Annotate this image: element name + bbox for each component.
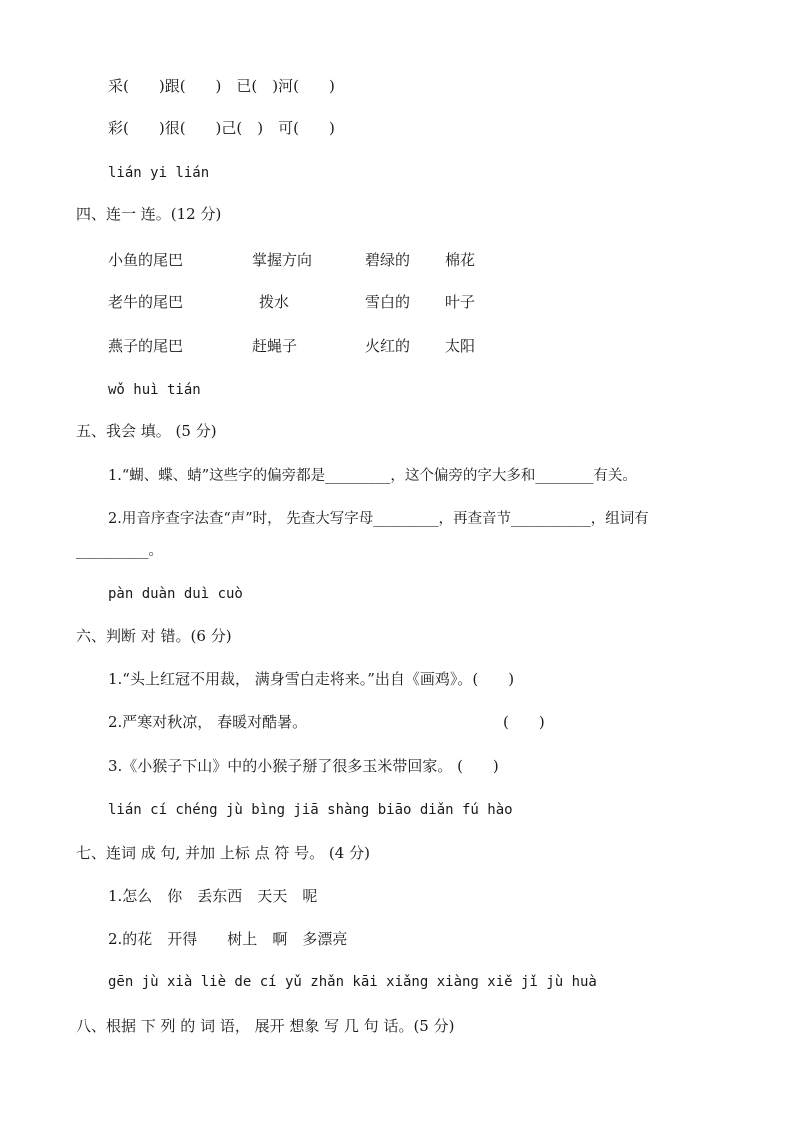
match-color-3: 火红的 [365, 337, 411, 355]
match-use-2: 拨水 [259, 293, 290, 311]
section6-question-2: 2.严寒对秋凉， 春暖对酷暑。 [108, 713, 308, 731]
section8-pinyin: gēn jù xià liè de cí yǔ zhǎn kāi xiǎng xiàng xiě jǐ jù huà [108, 974, 597, 990]
match-use-3: 赶蝇子 [252, 337, 298, 355]
section7-pinyin: lián cí chéng jù bìng jiā shàng biāo diǎn fú hào [108, 802, 513, 818]
match-animal-1: 小鱼的尾巴 [108, 251, 184, 269]
section5-pinyin: wǒ huì tián [108, 382, 201, 398]
section5-question-2: 2.用音序查字法查“声”时， 先查大写字母_________，再查音节___________，组词有 [108, 511, 649, 527]
match-use-1: 掌握方向 [252, 251, 313, 269]
char-row-2: 彩( )很( )己( ) 可( ) [108, 119, 335, 137]
section7-question-2: 2.的花 开得 树上 啊 多漂亮 [108, 930, 348, 948]
match-color-2: 雪白的 [365, 293, 411, 311]
section5-question-1: 1.“蝴、蝶、蜻”这些字的偏旁都是_________，这个偏旁的字大多和________有关。 [108, 468, 637, 484]
section6-question-3: 3.《小猴子下山》中的小猴子掰了很多玉米带回家。 ( ) [108, 757, 499, 775]
match-thing-1: 棉花 [445, 251, 476, 269]
section4-title: 四、连一 连。(12 分) [76, 205, 222, 223]
section8-title: 八、根据 下 列 的 词 语， 展开 想象 写 几 句 话。(5 分) [76, 1017, 455, 1035]
section4-pinyin: lián yi lián [108, 165, 210, 181]
section6-pinyin: pàn duàn duì cuò [108, 586, 243, 602]
match-animal-3: 燕子的尾巴 [108, 337, 184, 355]
match-animal-2: 老牛的尾巴 [108, 293, 184, 311]
char-row-1: 采( )跟( ) 已( )河( ) [108, 77, 335, 95]
section7-question-1: 1.怎么 你 丢东西 天天 呢 [108, 887, 318, 905]
section6-title: 六、判断 对 错。(6 分) [76, 627, 232, 645]
section5-question-2-cont: __________。 [76, 543, 163, 559]
section6-question-1: 1.“头上红冠不用裁， 满身雪白走将来。”出自《画鸡》。( ) [108, 670, 515, 688]
section5-title: 五、我会 填。 (5 分) [76, 422, 217, 440]
match-thing-3: 太阳 [445, 337, 476, 355]
match-thing-2: 叶子 [445, 293, 476, 311]
match-color-1: 碧绿的 [365, 251, 411, 269]
section6-question-2-bracket: ( ) [503, 713, 545, 731]
section7-title: 七、连词 成 句, 并加 上标 点 符 号。 (4 分) [76, 844, 370, 862]
